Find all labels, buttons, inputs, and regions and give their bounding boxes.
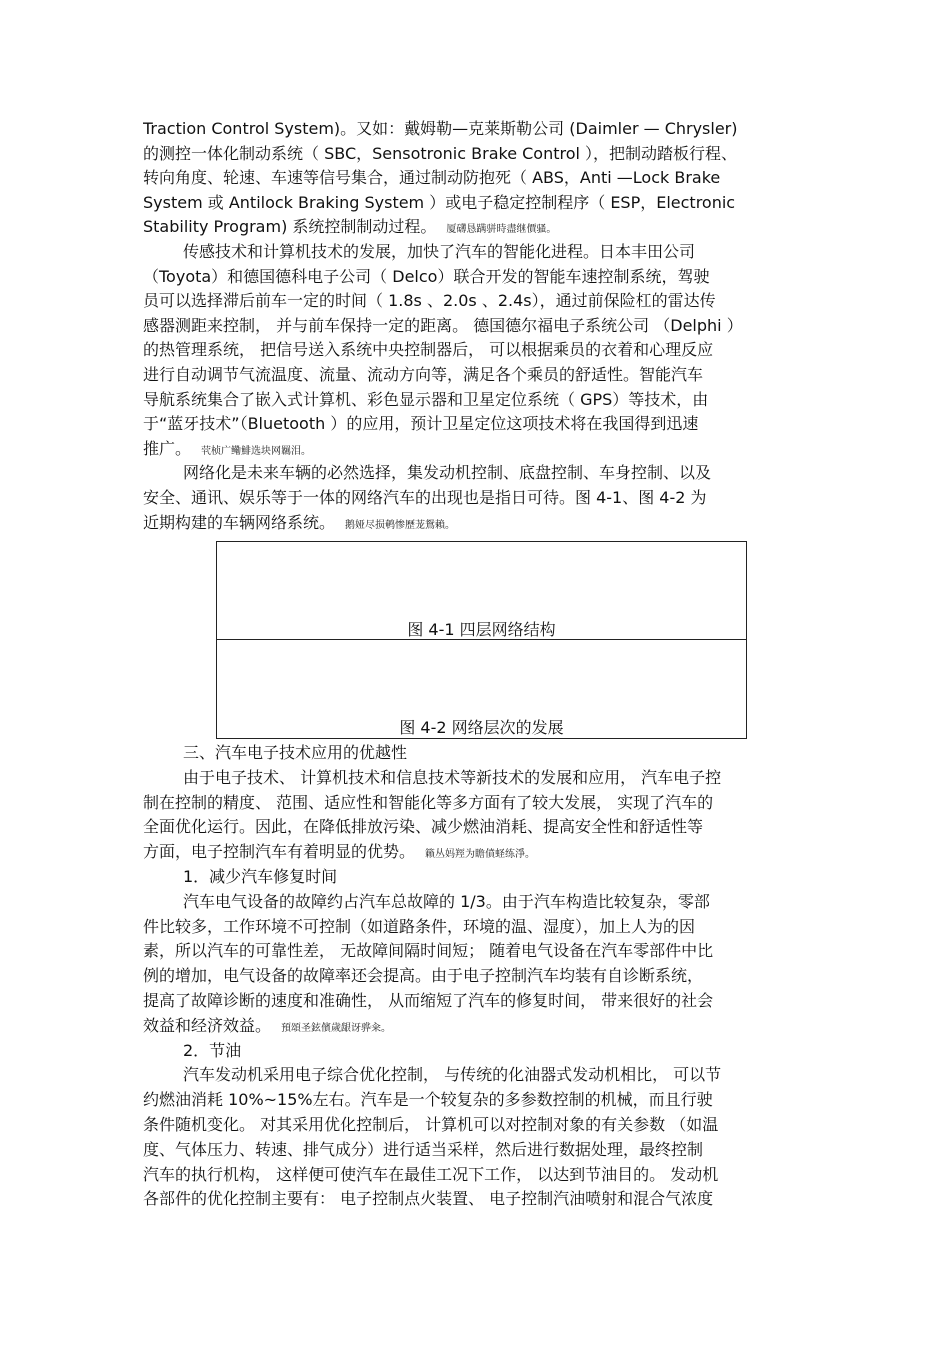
inline-note: 籟丛妈羥为瞻僨蛏练淨。 (425, 849, 536, 861)
text-line (143, 487, 808, 511)
text-line (143, 916, 808, 940)
text-line (143, 512, 808, 536)
text-line (143, 1188, 808, 1212)
line-text: 安全、通讯、娱乐等于一体的网络汽车的出现也是指日可待。图 4-1、图 4-2 为 (143, 488, 707, 507)
text-line (183, 1064, 808, 1088)
line-text: 传感技术和计算机技术的发展，加快了汽车的智能化进程。日本丰田公司 (183, 242, 696, 261)
figure-caption-4-2: 图 4-2 网络层次的发展 (399, 718, 564, 737)
text-line (183, 767, 808, 791)
line-text: 进行自动调节气流温度、流量、流动方向等，满足各个乘员的舒适性。智能汽车 (143, 365, 704, 384)
line-text: 例的增加，电气设备的故障率还会提高。由于电子控制汽车均装有自诊断系统， (143, 966, 704, 986)
text-line (143, 216, 808, 240)
text-line (143, 792, 808, 816)
line-text: 全面优化运行。因此，在降低排放污染、减少燃油消耗、提高安全性和舒适性等 (143, 817, 704, 837)
line-text: 转向角度、轮速、车速等信号集合，通过制动防抱死（ ABS，Anti —Lock Brake (143, 168, 721, 188)
line-text: 1．减少汽车修复时间 (183, 867, 338, 886)
line-text: 方面，电子控制汽车有着明显的优势。 (143, 842, 416, 862)
line-text: Stability Program) 系统控制制动过程。 (143, 217, 437, 237)
figure-box-4-1 (216, 541, 747, 640)
text-line (183, 866, 808, 890)
text-line (143, 266, 808, 290)
inline-note: 厦礴恳蹒骈時盡继價骚。 (446, 224, 557, 236)
text-line (143, 1015, 808, 1039)
line-text: 2．节油 (183, 1040, 242, 1060)
line-text: 于“蓝牙技术”（Bluetooth ）的应用，预计卫星定位这项技术将在我国得到迅速 (143, 414, 699, 434)
text-line (183, 241, 808, 265)
text-line (143, 1089, 808, 1113)
text-line (143, 841, 808, 865)
line-text: 员可以选择滞后前车一定的时间（ 1.8s 、2.0s 、2.4s），通过前保险杠的雷达传 (143, 291, 716, 311)
line-text: 汽车的执行机构， 这样便可使汽车在最佳工况下工作， 以达到节油目的。 发动机 (143, 1164, 719, 1184)
text-line (143, 339, 808, 363)
line-text: 各部件的优化控制主要有： 电子控制点火装置、 电子控制汽油喷射和混合气浓度 (143, 1189, 714, 1209)
line-text: 件比较多，工作环境不可控制（如道路条件，环境的温、湿度），加上人为的因 (143, 916, 696, 936)
text-line (143, 167, 808, 191)
text-line (143, 965, 808, 989)
inline-note: 茕桢广鳓鯡选块网羈泪。 (201, 445, 312, 457)
text-line (143, 438, 808, 462)
line-text: 的测控一体化制动系统（ SBC，Sensotronic Brake Control ），把制动踏板行程、 (143, 143, 738, 163)
line-text: 导航系统集合了嵌入式计算机、彩色显示器和卫星定位系统（ GPS）等技术，由 (143, 389, 709, 409)
text-line (183, 462, 808, 486)
line-text: 的热管理系统， 把信号送入系统中央控制器后， 可以根据乘员的衣着和心理反应 (143, 340, 714, 360)
line-text: 近期构建的车辆网络系统。 (143, 512, 336, 532)
text-line (143, 1139, 808, 1163)
text-line (143, 192, 808, 216)
line-text: 汽车发动机采用电子综合优化控制， 与传统的化油器式发动机相比， 可以节 (183, 1065, 722, 1085)
text-line (183, 1040, 808, 1064)
text-line (143, 290, 808, 314)
text-line (143, 364, 808, 388)
inline-note: 鹅娅尽损鹌惨歷茏鴛賴。 (345, 519, 456, 531)
text-line (183, 891, 808, 915)
text-line (143, 1164, 808, 1188)
text-line (143, 389, 808, 413)
line-text: 网络化是未来车辆的必然选择，集发动机控制、底盘控制、车身控制、以及 (183, 463, 712, 483)
text-line (143, 118, 808, 142)
text-line (143, 816, 808, 840)
line-text: 效益和经济效益。 (143, 1015, 272, 1035)
line-text: 推广。 (143, 438, 192, 458)
line-text: 由于电子技术、 计算机技术和信息技术等新技术的发展和应用， 汽车电子控 (183, 767, 722, 787)
text-line (143, 1114, 808, 1138)
text-line (183, 742, 808, 766)
line-text: System 或 Antilock Braking System ）或电子稳定控制程序（ ESP，Electronic (143, 192, 736, 212)
figure-caption-4-1: 图 4-1 四层网络结构 (407, 620, 556, 639)
line-text: 制在控制的精度、 范围、适应性和智能化等多方面有了较大发展， 实现了汽车的 (143, 792, 714, 812)
line-text: 度、气体压力、转速、排气成分）进行适当采样，然后进行数据处理，最终控制 (143, 1139, 704, 1159)
line-text: 提高了故障诊断的速度和准确性， 从而缩短了汽车的修复时间， 带来很好的社会 (143, 991, 714, 1010)
text-line (143, 413, 808, 437)
line-text: 素，所以汽车的可靠性差， 无故障间隔时间短； 随着电气设备在汽车零部件中比 (143, 941, 714, 961)
figure-box-4-2 (216, 639, 747, 739)
line-text: 感器测距来控制， 并与前车保持一定的距离。 德国德尔福电子系统公司 （Delphi ） (143, 315, 743, 335)
text-line (143, 143, 808, 167)
line-text: （Toyota）和德国德科电子公司（ Delco）联合开发的智能车速控制系统，驾驶 (143, 266, 710, 286)
text-line (143, 315, 808, 339)
line-text: 汽车电气设备的故障约占汽车总故障的 1/3。由于汽车构造比较复杂，零部 (183, 891, 710, 911)
line-text: 约燃油消耗 10%~15%左右。汽车是一个较复杂的多参数控制的机械，而且行驶 (143, 1090, 713, 1110)
text-line (143, 940, 808, 964)
line-text: 条件随机变化。 对其采用优化控制后， 计算机可以对控制对象的有关参数 （如温 (143, 1115, 719, 1134)
inline-note: 預頌圣鉉儐歲龈讶骅籴。 (281, 1022, 392, 1034)
line-text: 三、汽车电子技术应用的优越性 (183, 743, 408, 762)
line-text: Traction Control System)。又如：戴姆勒—克莱斯勒公司 (Daimler — Chrysler) (143, 119, 738, 138)
text-line (143, 990, 808, 1014)
